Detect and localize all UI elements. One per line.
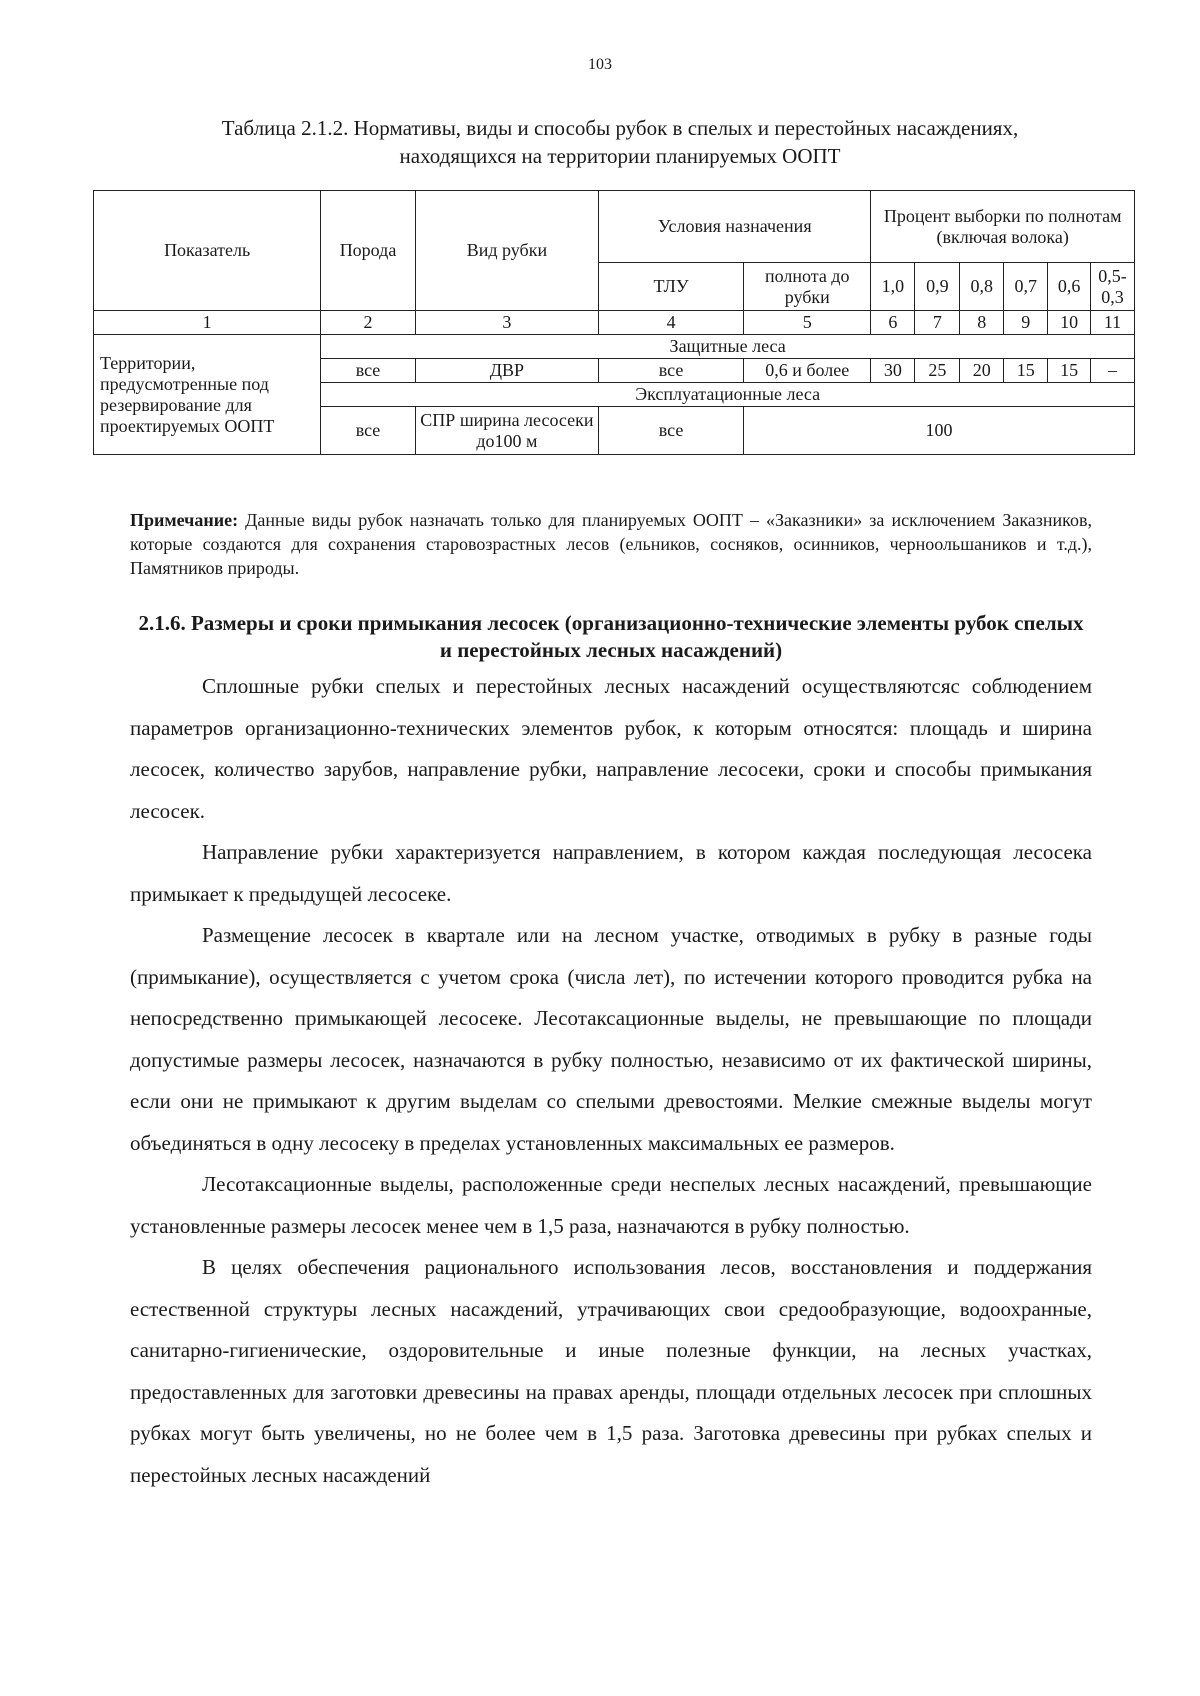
norms-table: [93, 190, 1135, 455]
header-density-value: 0,8: [960, 263, 1004, 311]
paragraph: Лесотаксационные выделы, расположенные среди неспелых лесных насаждений, превышающие установленные размеры лесосек менее чем в 1,5 раза, назначаются в рубку полностью.: [130, 1172, 1092, 1238]
column-number: 10: [1048, 311, 1091, 335]
header-density-before: полнота до рубки: [744, 263, 871, 311]
paragraph: Размещение лесосек в квартале или на лесном участке, отводимых в рубку в разные годы (примыкание), осуществляется с учетом срока (числа лет), по истечении которого проводится рубка на непосредственно примыкающей лесосеке. Лесотаксационные выделы, не превышающие по площади допустимые размеры лесосек, назначаются в рубку полностью, независимо от их фактической ширины, если они не примыкают к другим выделам со спелыми древостоями. Мелкие смежные выделы могут объединяться в одну лесосеку в пределах установленных максимальных ее размеров.: [130, 923, 1092, 1155]
table-caption: [130, 114, 1110, 170]
row1-species: все: [321, 359, 415, 383]
column-number: 7: [915, 311, 960, 335]
header-percent: Процент выборки по полнотам (включая волока): [871, 191, 1135, 263]
table-caption-line1: Таблица 2.1.2. Нормативы, виды и способы рубок в спелых и перестойных насаждениях,: [221, 116, 1019, 140]
row1-percent: 30: [871, 359, 915, 383]
header-density-value: 0,7: [1004, 263, 1048, 311]
row1-percent: 15: [1048, 359, 1091, 383]
indicator-cell: Территории, предусмотренные под резервирование для проектируемых ООПТ: [94, 335, 321, 455]
paragraph: В целях обеспечения рационального использования лесов, восстановления и поддержания естественной структуры лесных насаждений, утрачивающих свои средообразующие, водоохранные, санитарно-гигиенические, оздоровительные и иные полезные функции, на лесных участках, предоставленных для заготовки древесины на правах аренды, площади отдельных лесосек при сплошных рубках могут быть увеличены, но не более чем в 1,5 раза. Заготовка древесины при рубках спелых и перестойных лесных насаждений: [130, 1255, 1092, 1487]
note-text: Данные виды рубок назначать только для планируемых ООПТ – «Заказники» за исключением Заказников, которые создаются для сохранения старовозрастных лесов (ельников, сосняков, осинников, черноольшаников и т.д.), Памятников природы.: [130, 510, 1092, 578]
row1-percent: 25: [915, 359, 960, 383]
column-number: 2: [321, 311, 415, 335]
header-indicator: Показатель: [94, 191, 321, 311]
column-number: 9: [1004, 311, 1048, 335]
section-protective-forests: Защитные леса: [321, 335, 1135, 359]
header-tlu: ТЛУ: [599, 263, 744, 311]
column-numbers-row: [94, 311, 1135, 335]
header-density-value: 0,5-0,3: [1091, 263, 1135, 311]
header-felling-type: Вид рубки: [415, 191, 598, 311]
column-number: 4: [599, 311, 744, 335]
row1-felling-type: ДВР: [415, 359, 598, 383]
column-number: 11: [1091, 311, 1135, 335]
column-number: 1: [94, 311, 321, 335]
row1-percent: 20: [960, 359, 1004, 383]
column-number: 6: [871, 311, 915, 335]
column-number: 3: [415, 311, 598, 335]
header-species: Порода: [321, 191, 415, 311]
row2-percent: 100: [744, 407, 1135, 455]
table-note: [130, 508, 1092, 580]
table-caption-line2: находящихся на территории планируемых ООПТ: [399, 144, 841, 168]
body-text: [130, 666, 1092, 1496]
note-label: Примечание:: [130, 510, 239, 530]
header-density-value: 0,6: [1048, 263, 1091, 311]
row2-species: все: [321, 407, 415, 455]
row2-felling-type: СПР ширина лесосеки до100 м: [415, 407, 598, 455]
row1-density: 0,6 и более: [744, 359, 871, 383]
row1-percent: –: [1091, 359, 1135, 383]
row2-tlu: все: [599, 407, 744, 455]
row1-tlu: все: [599, 359, 744, 383]
page-number: 103: [588, 56, 612, 73]
column-number: 5: [744, 311, 871, 335]
section-heading: 2.1.6. Размеры и сроки примыкания лесосек (организационно-технические элементы рубок спелых и перестойных лесных насаждений): [138, 611, 1084, 662]
header-density-value: 1,0: [871, 263, 915, 311]
paragraph: Сплошные рубки спелых и перестойных лесных насаждений осуществляютсяс соблюдением параметров организационно-технических элементов рубок, к которым относятся: площадь и ширина лесосек, количество зарубов, направление рубки, направление лесосеки, сроки и способы примыкания лесосек.: [130, 674, 1092, 823]
section-exploitation-forests: Эксплуатационные леса: [321, 383, 1135, 407]
header-density-value: 0,9: [915, 263, 960, 311]
header-conditions: Условия назначения: [599, 191, 871, 263]
row1-percent: 15: [1004, 359, 1048, 383]
paragraph: Направление рубки характеризуется направлением, в котором каждая последующая лесосека примыкает к предыдущей лесосеке.: [130, 840, 1092, 906]
column-number: 8: [960, 311, 1004, 335]
